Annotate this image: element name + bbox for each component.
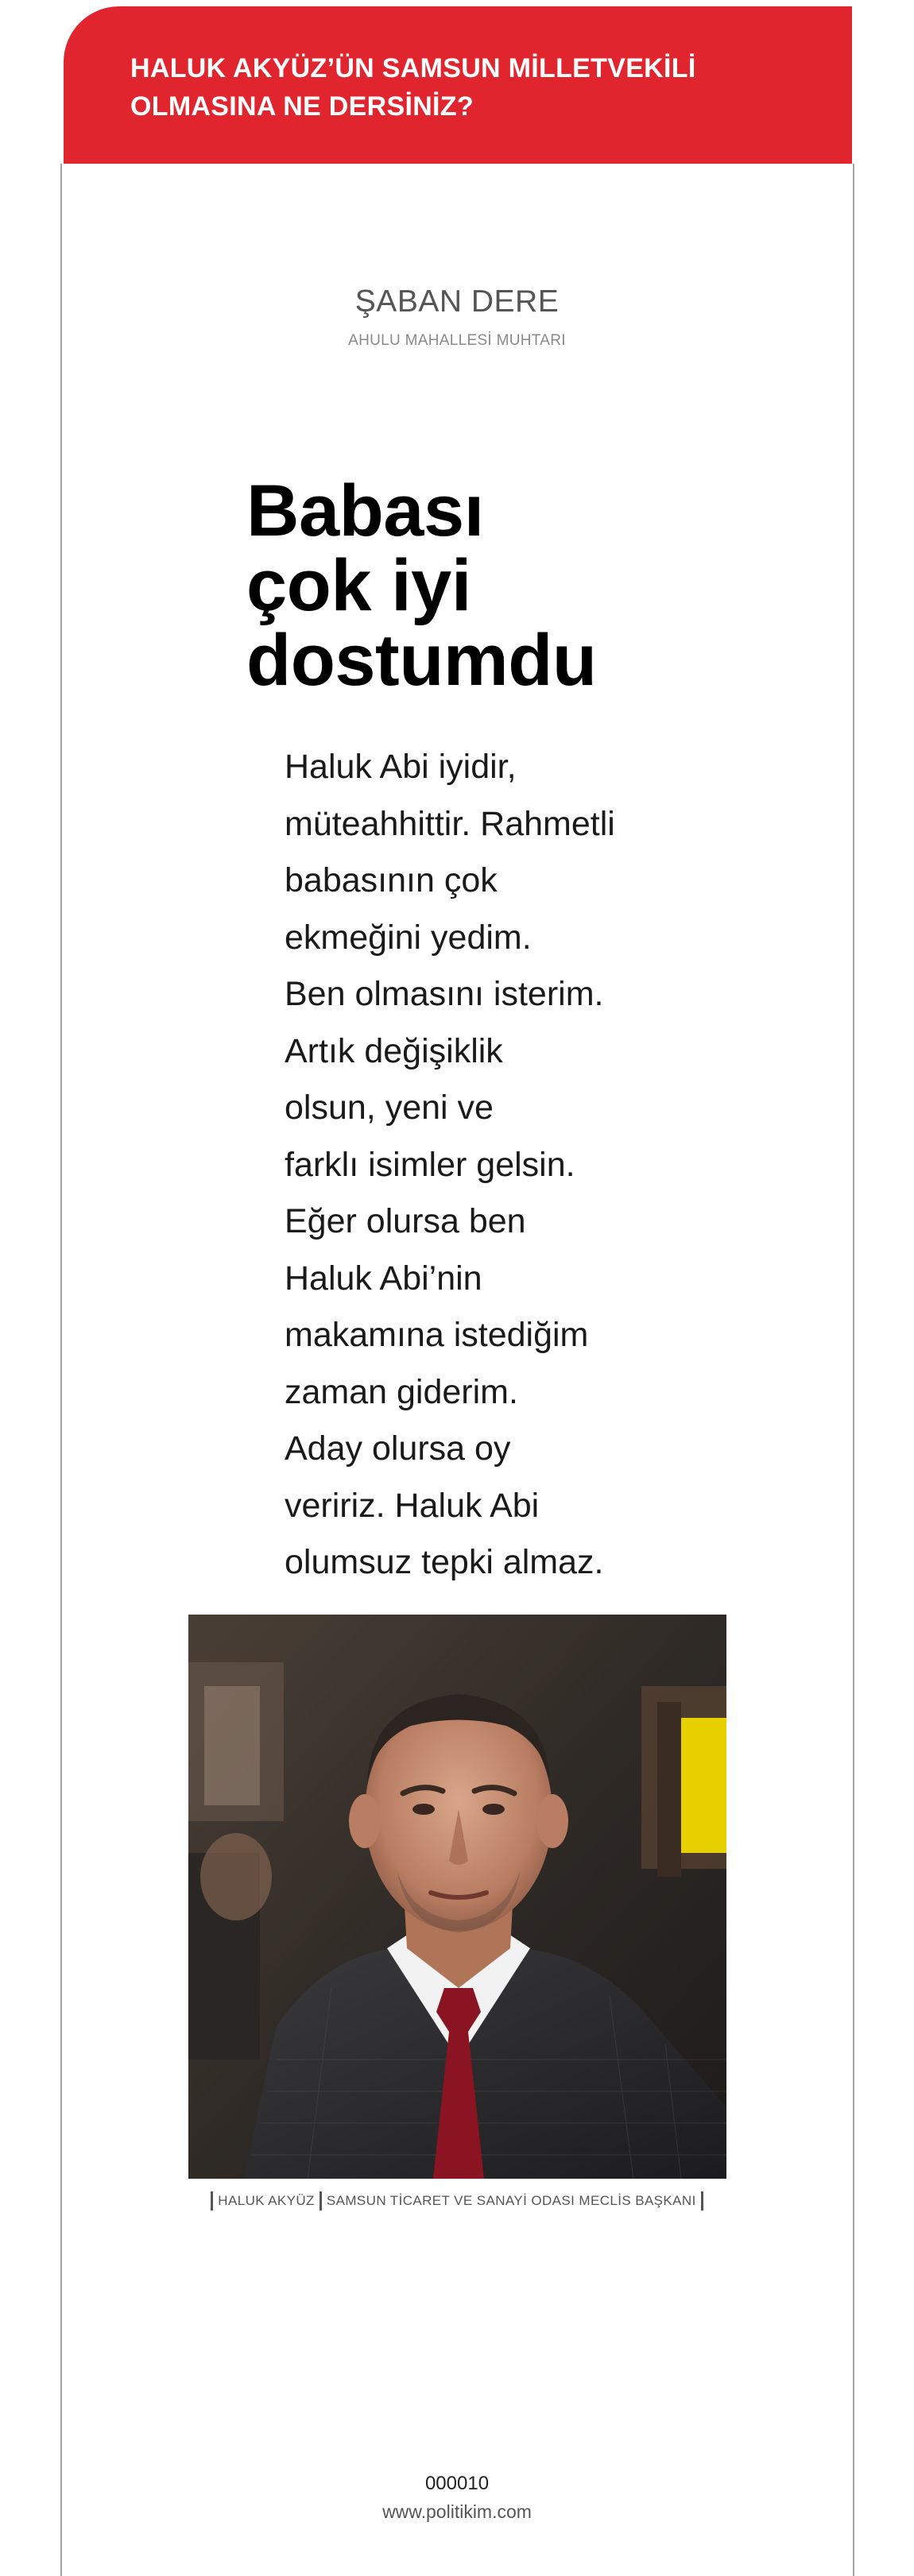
caption-role: SAMSUN TİCARET VE SANAYİ ODASI MECLİS BAŞKANI [326,2193,696,2208]
body-line: Aday olursa oy [285,1429,511,1468]
header-question-line-2: OLMASINA NE DERSİNİZ? [130,91,474,122]
body-line: makamına istediğim [285,1316,589,1354]
right-frame-rule [853,164,854,2576]
body-line: Haluk Abi iyidir, [285,748,517,786]
headline [246,470,660,701]
body-line: olsun, yeni ve [285,1089,494,1127]
body-line: zaman giderim. [285,1372,518,1411]
author-title: AHULU MAHALLESİ MUHTARI [348,332,566,349]
body-line: müteahhittir. Rahmetli [285,804,615,843]
header-question-line-1: HALUK AKYÜZ’ÜN SAMSUN MİLLETVEKİLİ [130,53,696,83]
body-line: Haluk Abi’nin [285,1259,482,1298]
body-line: veririz. Haluk Abi [285,1486,540,1525]
website-url[interactable]: www.politikim.com [382,2501,532,2522]
headline-line: dostumdu [246,620,597,701]
caption-divider [701,2191,703,2210]
portrait-illustration [188,1615,726,2179]
portrait-photo [188,1615,726,2179]
caption-name: HALUK AKYÜZ [218,2193,315,2208]
caption-divider [320,2191,322,2210]
body-line: farklı isimler gelsin. [285,1145,575,1184]
body-line: ekmeğini yedim. [285,918,532,957]
author-name: ŞABAN DERE [354,284,560,319]
header-banner [64,6,852,164]
photo-caption [0,2191,914,2210]
body-line: Eğer olursa ben [285,1202,526,1240]
body-line: Artık değişiklik [285,1031,503,1070]
body-line: Ben olmasını isterim. [285,975,604,1013]
headline-line: Babası [246,470,484,551]
body-line: babasının çok [285,861,498,899]
headline-line: çok iyi [246,545,471,626]
caption-divider [211,2191,213,2210]
body-text [285,739,698,1592]
left-frame-rule [60,164,62,2576]
page-number: 000010 [424,2473,490,2494]
body-line: olumsuz tepki almaz. [285,1543,604,1581]
